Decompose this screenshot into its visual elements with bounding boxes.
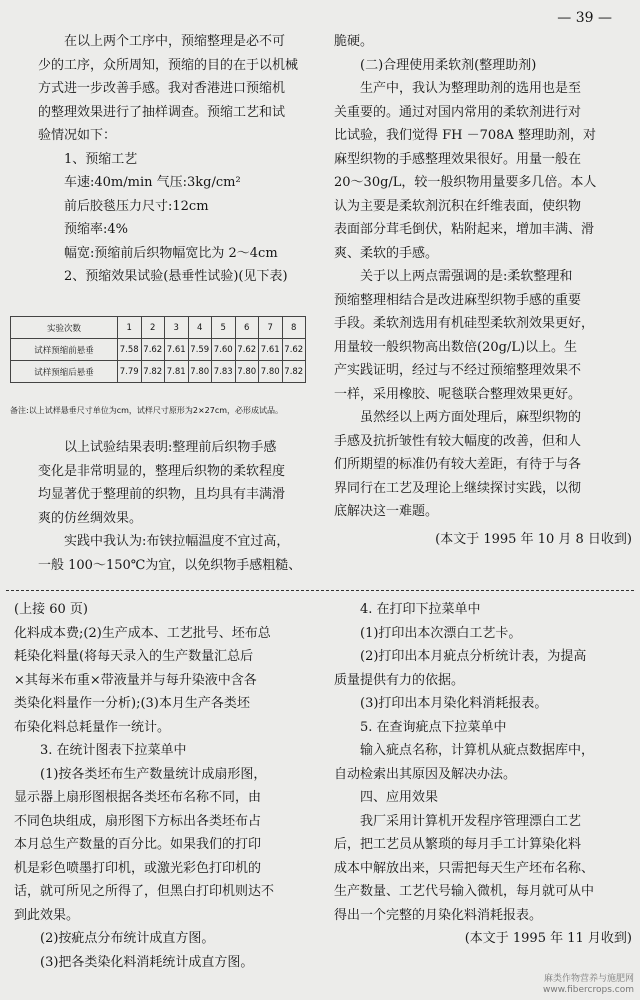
table-cell: 7.60 [212, 339, 236, 361]
paragraph-line: 关于以上两点需强调的是:柔软整理和 [360, 269, 573, 284]
table-row [11, 339, 306, 361]
paragraph-line: 话，就可所见之所得了，但黑白打印机则达不 [14, 884, 275, 899]
table-cell: 7.82 [141, 361, 165, 383]
paragraph-line: 的整理效果进行了抽样调查。预缩工艺和试 [38, 104, 286, 120]
paragraph-line: 少的工序，众所周知，预缩的目的在于以机械 [38, 57, 299, 73]
paragraph-line: 手段。柔软剂选用有机硅型柔软剂效果更好， [334, 316, 595, 331]
test-heading: 2、预缩效果试验(悬垂性试验)(见下表) [64, 269, 288, 284]
paragraph-line: 得出一个完整的月染化料消耗报表。 [334, 907, 543, 923]
table-row-label: 试样预缩后悬垂 [11, 361, 118, 383]
paragraph-line: (3)打印出本月染化料消耗报表。 [360, 696, 548, 711]
paragraph-line: 质量提供有力的依据。 [334, 672, 465, 688]
continuation-note: (上接 60 页) [14, 602, 88, 617]
paragraph-line: 麻型织物的手感整理效果很好。用量一般在 [334, 151, 582, 167]
paragraph-line: 以上试验结果表明:整理前后织物手感 [64, 440, 277, 455]
table-cell: 7.79 [118, 361, 142, 383]
lower-left-column [38, 436, 310, 577]
watermark [543, 974, 634, 996]
paragraph-line: 爽、柔软的手感。 [334, 245, 439, 261]
table-row [11, 317, 306, 339]
table-cell: 7.82 [282, 361, 306, 383]
paragraph-line: (2)按疵点分布统计成直方图。 [40, 931, 215, 946]
paragraph-line: 手感及抗折皱性有较大幅度的改善，但和人 [334, 433, 582, 449]
table-row [11, 361, 306, 383]
paragraph-line: 比试验，我们觉得 FH －708A 整理助剂，对 [334, 128, 596, 143]
paragraph-line: 本月总生产数量的百分比。如果我们的打印 [14, 837, 262, 852]
paragraph-line: 表面部分茸毛倒伏，粘附起来，增加丰满、滑 [334, 222, 595, 237]
paragraph-line: 生产中，我认为整理助剂的选用也是至 [360, 81, 582, 96]
process-heading: 1、预缩工艺 [64, 151, 138, 167]
table-cell: 7.80 [235, 361, 259, 383]
paragraph-line: 布染化料总耗量作一统计。 [14, 719, 171, 735]
table-header-label: 实验次数 [11, 317, 118, 339]
paragraph-line: 成本中解放出来，只需把每天生产坯布名称、 [334, 860, 595, 876]
paragraph-line: 关重要的。通过对国内常用的柔软剂进行对 [334, 104, 582, 120]
paragraph-line: 化料成本费;(2)生产成本、工艺批号、坯布总 [14, 625, 271, 641]
section-heading: 四、应用效果 [360, 790, 439, 805]
paragraph-line: 变化是非常明显的，整理后织物的柔软程度 [38, 463, 286, 479]
paragraph-line: 脆硬。 [334, 34, 374, 49]
table-cell: 7.80 [259, 361, 283, 383]
paragraph-line: 用量较一般织物高出数倍(20g/L)以上。生 [334, 339, 578, 355]
table-cell: 7.61 [259, 339, 283, 361]
table-cell: 7.62 [282, 339, 306, 361]
paragraph-line: 方式进一步改善手感。我对香港进口预缩机 [38, 81, 286, 96]
watermark-line: www.fibercrops.com [543, 985, 634, 995]
right-column [334, 30, 632, 551]
table-header-cell: 2 [141, 317, 165, 339]
paragraph-line: 耗染化料量(将每天录入的生产数量汇总后 [14, 649, 254, 664]
param-line: 车速:40m/min 气压:3kg/cm² [64, 175, 241, 190]
paragraph-line: 预缩整理相结合是改进麻型织物手感的重要 [334, 292, 582, 308]
paragraph-line: 不同色块组成，扇形图下方标出各类坯布占 [14, 813, 262, 829]
paragraph-line: 生产数量、工艺代号输入微机，每月就可从中 [334, 884, 595, 899]
table-cell: 7.83 [212, 361, 236, 383]
paragraph-line: 4. 在打印下拉菜单中 [360, 602, 481, 617]
paragraph-line: 底解决这一难题。 [334, 504, 439, 519]
watermark-line: 麻类作物营养与施肥网 [543, 974, 634, 984]
table-header-cell: 7 [259, 317, 283, 339]
paragraph-line: 们所期望的标准仍有较大差距，有待于与各 [334, 457, 582, 472]
received-date: (本文于 1995 年 10 月 8 日收到) [435, 531, 632, 547]
paragraph-line: 认为主要是柔软剂沉积在纤维表面，使织物 [334, 198, 582, 214]
param-line: 前后胶毯压力尺寸:12cm [64, 198, 209, 214]
table-cell: 7.62 [235, 339, 259, 361]
page-number: — 39 — [557, 10, 612, 26]
paragraph-line: 我厂采用计算机开发程序管理漂白工艺 [360, 813, 582, 829]
paragraph-line: 爽的仿丝绸效果。 [38, 510, 143, 526]
upper-left-column [38, 30, 310, 289]
paragraph-line: 自动检索出其原因及解决办法。 [334, 766, 517, 782]
table-header-cell: 6 [235, 317, 259, 339]
paragraph-line: (1)打印出本次漂白工艺卡。 [360, 625, 522, 641]
paragraph-line: 类染化料量作一分析);(3)本月生产各类坯 [14, 696, 250, 711]
table-cell: 7.62 [141, 339, 165, 361]
table-cell: 7.58 [118, 339, 142, 361]
bottom-left-column [14, 598, 314, 974]
section-heading: (二)合理使用柔软剂(整理助剂) [360, 57, 537, 73]
table-cell: 7.59 [188, 339, 212, 361]
table-header-cell: 4 [188, 317, 212, 339]
paragraph-line: 输入疵点名称，计算机从疵点数据库中， [360, 743, 595, 758]
paragraph-line: 验情况如下： [38, 128, 117, 143]
paragraph-line: 界同行在工艺及理论上继续探讨实践，以彻 [334, 480, 582, 496]
received-date: (本文于 1995 年 11 月收到) [464, 931, 632, 946]
table-header-cell: 3 [165, 317, 189, 339]
paragraph-line: (1)按各类坯布生产数量统计成扇形图， [40, 766, 267, 782]
paragraph-line: 机是彩色喷墨打印机，或激光彩色打印机的 [14, 860, 262, 876]
table-cell: 7.61 [165, 339, 189, 361]
drape-test-table [10, 316, 306, 383]
table-note: 备注:以上试样悬垂尺寸单位为cm，试样尺寸原形为2×27cm，必形成试品。 [10, 406, 284, 415]
paragraph-line: 一样，采用橡胶、呢毯联合整理效果更好。 [334, 386, 582, 402]
table-header-cell: 1 [118, 317, 142, 339]
param-line: 预缩率:4% [64, 222, 129, 237]
paragraph-line: 产实践证明，经过与不经过预缩整理效果不 [334, 363, 582, 378]
paragraph-line: 在以上两个工序中，预缩整理是必不可 [64, 34, 286, 49]
paragraph-line: 20～30g/L，较一般织物用量要多几倍。本人 [334, 175, 597, 190]
paragraph-line: 实践中我认为:布铗拉幅温度不宜过高， [64, 534, 290, 549]
table-header-cell: 8 [282, 317, 306, 339]
table-cell: 7.81 [165, 361, 189, 383]
section-divider [6, 590, 634, 591]
paragraph-line: 5. 在查询疵点下拉菜单中 [360, 719, 507, 735]
paragraph-line: ×其每米布重×带液量并与每升染液中含各 [14, 672, 257, 688]
paragraph-line: 后，把工艺员从繁琐的每月手工计算染化料 [334, 837, 582, 852]
paragraph-line: 均显著优于整理前的织物，且均具有丰满滑 [38, 487, 286, 502]
table-cell: 7.80 [188, 361, 212, 383]
paragraph-line: 虽然经以上两方面处理后，麻型织物的 [360, 410, 582, 425]
paragraph-line: 3. 在统计图表下拉菜单中 [40, 743, 187, 758]
paragraph-line: (2)打印出本月疵点分析统计表，为提高 [360, 649, 587, 664]
table-row-label: 试样预缩前悬垂 [11, 339, 118, 361]
param-line: 幅宽:预缩前后织物幅宽比为 2～4cm [64, 245, 278, 261]
paragraph-line: 一般 100～150℃为宜，以免织物手感粗糙、 [38, 557, 302, 573]
paragraph-line: 到此效果。 [14, 907, 80, 923]
paragraph-line: (3)把各类染化料消耗统计成直方图。 [40, 954, 254, 970]
paragraph-line: 显示器上扇形图根据各类坯布名称不同，由 [14, 790, 262, 805]
bottom-right-column [334, 598, 632, 951]
table-header-cell: 5 [212, 317, 236, 339]
